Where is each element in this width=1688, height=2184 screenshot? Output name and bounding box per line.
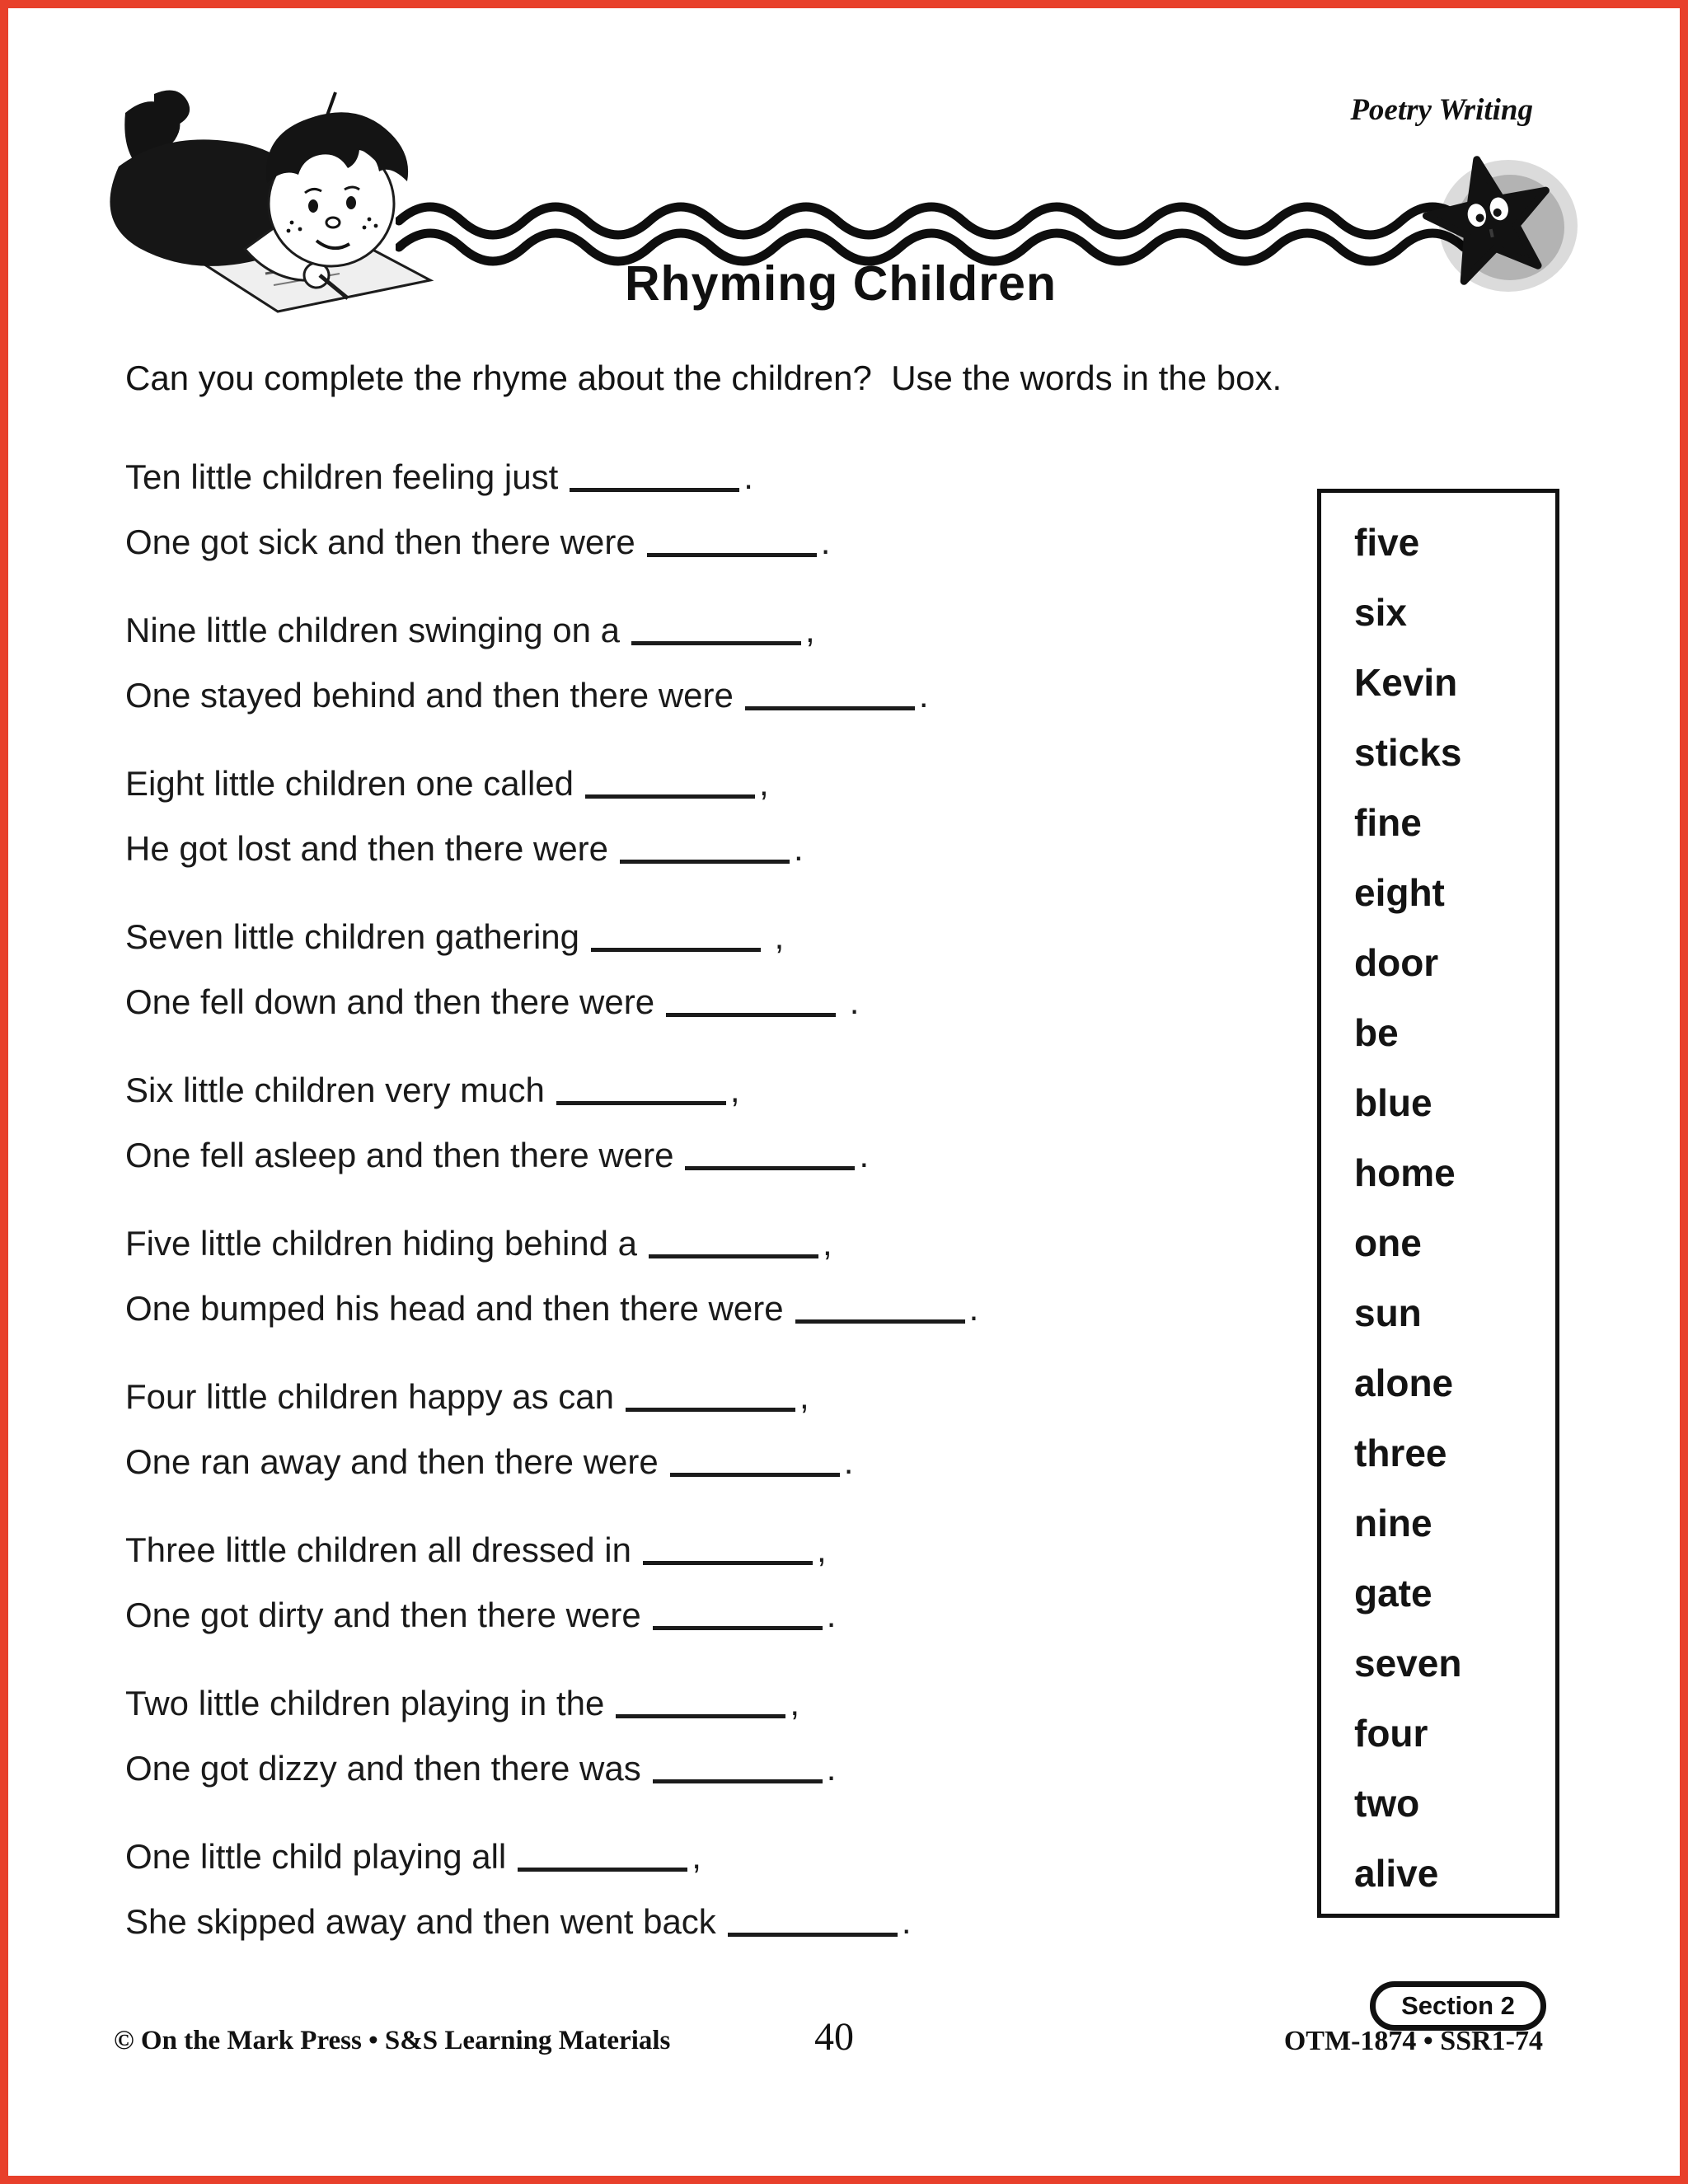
star-icon	[1409, 142, 1578, 298]
word-box-word: three	[1354, 1432, 1447, 1474]
rhyme-line-punctuation: ,	[823, 1224, 832, 1263]
footer-code: OTM-1874 • SSR1-74	[1283, 2026, 1543, 2056]
rhyme-line-text: One little child playing all	[125, 1837, 507, 1876]
rhyme-line	[125, 455, 1304, 497]
answer-blank[interactable]	[643, 1531, 813, 1565]
word-box	[1317, 489, 1559, 1918]
answer-blank[interactable]	[631, 612, 801, 645]
answer-blank[interactable]	[556, 1071, 726, 1105]
rhyme-line-punctuation: ,	[816, 1530, 827, 1569]
rhyme-line-text: One bumped his head and then there were	[125, 1289, 784, 1328]
answer-blank[interactable]	[518, 1838, 687, 1872]
word-box-word: seven	[1354, 1642, 1462, 1685]
word-box-word: two	[1354, 1782, 1420, 1825]
rhyme-line-text: Four little children happy as can	[125, 1377, 614, 1416]
word-box-word: six	[1354, 591, 1407, 634]
rhyme-line-punctuation: .	[918, 676, 929, 715]
rhyme-line	[125, 1900, 1304, 1942]
rhyme-line	[125, 1133, 1304, 1175]
rhyme-line-punctuation: ,	[790, 1684, 799, 1722]
rhyme-line	[125, 520, 1304, 562]
rhyme-couplet	[125, 1221, 1304, 1329]
word-box-word: alive	[1354, 1852, 1439, 1895]
answer-blank[interactable]	[670, 1443, 840, 1477]
rhyme-line-punctuation: .	[840, 982, 860, 1021]
page-title: Rhyming Children	[624, 256, 1057, 311]
word-box-word: gate	[1354, 1572, 1432, 1615]
rhyme-line-text: One stayed behind and then there were	[125, 676, 734, 715]
rhyme-line-punctuation: .	[826, 1749, 837, 1788]
rhyme-line-punctuation: ,	[765, 917, 785, 956]
rhyme-line-text: One fell asleep and then there were	[125, 1136, 674, 1174]
rhyme-line-text: One got dirty and then there were	[125, 1596, 641, 1634]
rhyme-couplet	[125, 762, 1304, 869]
corner-label: Poetry Writing	[1350, 93, 1533, 127]
rhyme-line	[125, 1681, 1304, 1723]
answer-blank[interactable]	[649, 1225, 818, 1258]
rhyme-line-text: Six little children very much	[125, 1071, 545, 1109]
answer-blank[interactable]	[685, 1137, 855, 1170]
rhyme-line-punctuation: .	[794, 829, 804, 868]
answer-blank[interactable]	[728, 1903, 898, 1937]
rhyme-line	[125, 1221, 1304, 1263]
word-box-word: four	[1354, 1712, 1428, 1755]
rhyme-line-text: Seven little children gathering	[125, 917, 580, 956]
rhyme-line	[125, 827, 1304, 869]
answer-blank[interactable]	[647, 523, 817, 557]
rhyme-line-text: One got dizzy and then there was	[125, 1749, 641, 1788]
answer-blank[interactable]	[616, 1685, 785, 1718]
rhyme-line	[125, 1593, 1304, 1635]
rhyme-line-punctuation: .	[826, 1596, 837, 1634]
section-badge-label: Section 2	[1401, 1991, 1515, 2020]
rhyme-line-text: Eight little children one called	[125, 764, 574, 803]
rhyme-line-text: He got lost and then there were	[125, 829, 609, 868]
section-badge	[1370, 1981, 1546, 2031]
rhyme-line	[125, 1746, 1304, 1788]
rhyme-line-punctuation: .	[820, 523, 831, 561]
word-box-word: one	[1354, 1221, 1422, 1264]
boy-writing-illustration	[76, 68, 447, 315]
rhyme-line	[125, 1440, 1304, 1482]
rhyme-line-punctuation: ,	[729, 1071, 740, 1109]
rhyme-couplet	[125, 1835, 1304, 1942]
word-box-word: nine	[1354, 1502, 1432, 1544]
rhyme-couplet	[125, 455, 1304, 562]
rhyme-line-punctuation: ,	[759, 764, 769, 803]
word-box-word: blue	[1354, 1081, 1432, 1124]
rhyme-line-punctuation: .	[901, 1902, 912, 1941]
rhyme-line	[125, 1375, 1304, 1417]
word-box-word: sun	[1354, 1291, 1422, 1334]
answer-blank[interactable]	[653, 1596, 823, 1630]
word-box-word: home	[1354, 1151, 1456, 1194]
word-box-word: alone	[1354, 1361, 1454, 1404]
rhyme-line	[125, 762, 1304, 804]
page-number: 40	[814, 2015, 854, 2059]
rhyme-line-text: One fell down and then there were	[125, 982, 655, 1021]
rhyme-couplet	[125, 1528, 1304, 1635]
rhyme-line-punctuation: ,	[805, 611, 815, 649]
rhyme-line	[125, 608, 1304, 650]
instruction-text: Can you complete the rhyme about the children? Use the words in the box.	[125, 359, 1282, 397]
footer-copyright: © On the Mark Press • S&S Learning Materials	[114, 2026, 671, 2055]
answer-blank[interactable]	[626, 1378, 795, 1412]
word-list	[1321, 493, 1555, 1909]
rhyme-couplet	[125, 608, 1304, 715]
wavy-divider	[396, 199, 1467, 272]
rhyme-couplet	[125, 1681, 1304, 1788]
word-box-word: be	[1354, 1011, 1399, 1054]
rhyme-line-punctuation: ,	[799, 1377, 809, 1416]
word-box-word: door	[1354, 941, 1439, 984]
word-box-word: Kevin	[1354, 661, 1458, 704]
rhyme-line-text: Three little children all dressed in	[125, 1530, 631, 1569]
word-box-word: eight	[1354, 871, 1445, 914]
answer-blank[interactable]	[585, 765, 755, 799]
rhyme-line	[125, 1528, 1304, 1570]
rhyme-line-text: Five little children hiding behind a	[125, 1224, 638, 1263]
rhyme-couplet	[125, 1375, 1304, 1482]
answer-blank[interactable]	[620, 830, 790, 864]
rhyme-line-punctuation: .	[743, 457, 753, 496]
answer-blank[interactable]	[795, 1290, 965, 1324]
rhyme-line-text: Ten little children feeling just	[125, 457, 559, 496]
rhyme-line	[125, 673, 1304, 715]
answer-blank[interactable]	[666, 983, 836, 1017]
answer-blank[interactable]	[570, 458, 739, 492]
rhyme-line	[125, 915, 1304, 957]
word-box-word: five	[1354, 521, 1420, 564]
rhyme-line	[125, 1286, 1304, 1329]
rhyme-line-text: One got sick and then there were	[125, 523, 635, 561]
rhyme-line-text: One ran away and then there were	[125, 1442, 659, 1481]
answer-blank[interactable]	[653, 1750, 823, 1783]
rhyme-line-punctuation: .	[843, 1442, 854, 1481]
rhyme-line-text: Nine little children swinging on a	[125, 611, 620, 649]
answer-blank[interactable]	[591, 918, 761, 952]
rhyme-line-text: She skipped away and then went back	[125, 1902, 716, 1941]
rhyme-line	[125, 1068, 1304, 1110]
rhyme-couplet	[125, 915, 1304, 1022]
rhyme-couplet	[125, 1068, 1304, 1175]
rhyme-line-punctuation: .	[859, 1136, 870, 1174]
word-box-word: fine	[1354, 801, 1422, 844]
word-box-word: sticks	[1354, 731, 1462, 774]
rhyme-line-punctuation: ,	[692, 1837, 701, 1876]
rhymes-list	[125, 455, 1304, 1988]
rhyme-line	[125, 980, 1304, 1022]
answer-blank[interactable]	[745, 677, 915, 710]
rhyme-line-punctuation: .	[968, 1289, 979, 1328]
rhyme-line-text: Two little children playing in the	[125, 1684, 605, 1722]
rhyme-line	[125, 1835, 1304, 1877]
